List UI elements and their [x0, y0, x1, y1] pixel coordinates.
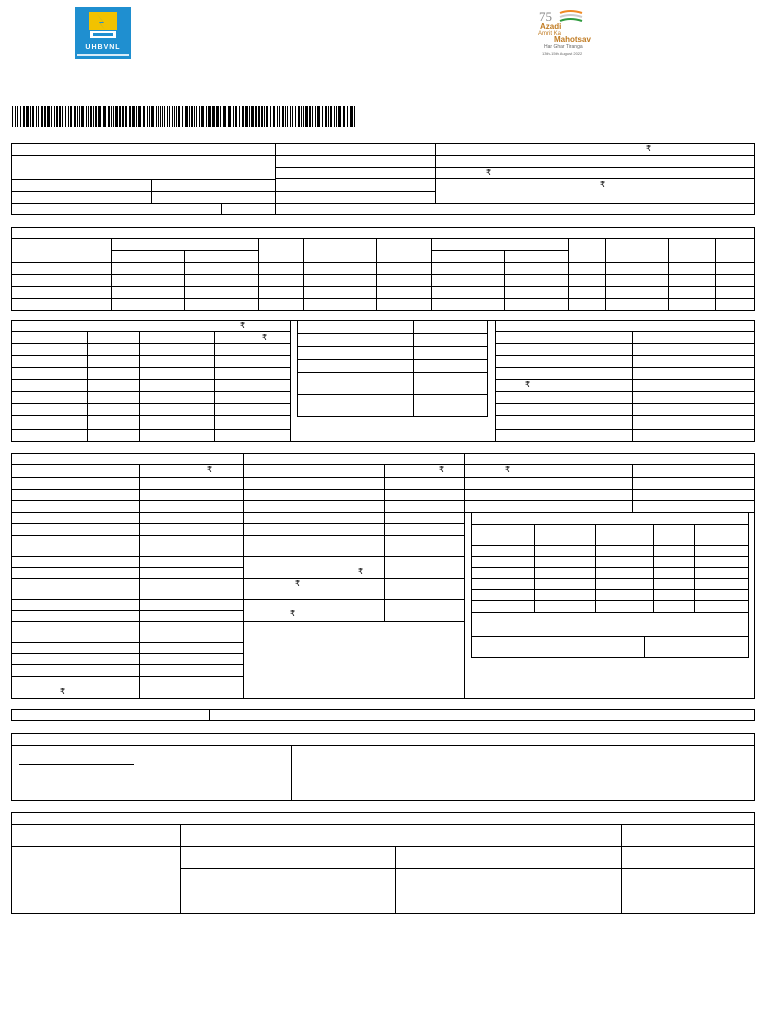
barcode-bar [88, 106, 89, 127]
rupee-symbol: ₹ [439, 465, 445, 474]
barcode-bar [245, 106, 248, 127]
barcode-bar [223, 106, 226, 127]
rupee-symbol: ₹ [207, 465, 213, 474]
barcode-bar [249, 106, 250, 127]
barcode-bar [44, 106, 46, 127]
barcode-bar [273, 106, 275, 127]
barcode-bar [12, 106, 13, 127]
barcode-bar [98, 106, 101, 127]
barcode-bar [347, 106, 348, 127]
barcode-bar [199, 106, 200, 127]
barcode-bar [182, 106, 183, 127]
barcode-bar [86, 106, 87, 127]
barcode-bar [156, 106, 157, 127]
barcode-bar [266, 106, 268, 127]
barcode-bar [216, 106, 219, 127]
barcode-bar [38, 106, 39, 127]
barcode-bar [162, 106, 163, 127]
barcode-bar [264, 106, 265, 127]
barcode-bar [160, 106, 161, 127]
barcode-bar [282, 106, 284, 127]
barcode-bar [208, 106, 211, 127]
barcode-bar [261, 106, 263, 127]
barcode-bar [354, 106, 355, 127]
barcode-bar [54, 106, 55, 127]
barcode-bar [151, 106, 154, 127]
barcode-bar [235, 106, 237, 127]
barcode-bar [258, 106, 260, 127]
barcode-bar [220, 106, 221, 127]
barcode-bar [194, 106, 195, 127]
barcode-bar [322, 106, 323, 127]
rupee-symbol: ₹ [262, 333, 268, 342]
barcode-bar [301, 106, 302, 127]
rupee-symbol: ₹ [60, 687, 66, 696]
barcode-bar [32, 106, 34, 127]
rupee-symbol: ₹ [240, 321, 246, 330]
barcode-bar [178, 106, 180, 127]
barcode-bar [334, 106, 335, 127]
barcode-bar [149, 106, 150, 127]
barcode-bar [239, 106, 240, 127]
rupee-symbol: ₹ [600, 180, 606, 189]
barcode-bar [15, 106, 16, 127]
rupee-symbol: ₹ [295, 579, 301, 588]
barcode-bar [147, 106, 148, 127]
barcode-bar [350, 106, 353, 127]
barcode-bar [228, 106, 231, 127]
barcode-bar [191, 106, 193, 127]
barcode-bar [290, 106, 291, 127]
barcode-bar [93, 106, 94, 127]
barcode-bar [30, 106, 31, 127]
barcode-bar [113, 106, 114, 127]
barcode-bar [115, 106, 118, 127]
barcode-bar [23, 106, 25, 127]
barcode-bar [196, 106, 197, 127]
barcode-bar [279, 106, 280, 127]
barcode-bar [305, 106, 308, 127]
barcode-bar [125, 106, 127, 127]
barcode-bar [138, 106, 141, 127]
barcode-bar [317, 106, 320, 127]
barcode-bar [285, 106, 286, 127]
barcode-bar [41, 106, 43, 127]
barcode-bar [59, 106, 61, 127]
barcode-bar [336, 106, 337, 127]
barcode-bar [136, 106, 137, 127]
barcode-bar [277, 106, 278, 127]
rupee-symbol: ₹ [646, 144, 652, 153]
barcode-bar [338, 106, 341, 127]
barcode-bar [164, 106, 165, 127]
barcode-bar [287, 106, 288, 127]
barcode-bar [298, 106, 300, 127]
barcode-bar [167, 106, 168, 127]
svg-text:75: 75 [539, 9, 552, 23]
barcode-bar [81, 106, 84, 127]
barcode-bar [206, 106, 207, 127]
rupee-symbol: ₹ [358, 567, 364, 576]
barcode-bar [108, 106, 110, 127]
azadi-line2: Amrit Ka [538, 31, 562, 37]
uhbvnl-logo-name: UHBVNL [85, 44, 121, 51]
barcode-bar [111, 106, 112, 127]
barcode-bar [201, 106, 204, 127]
barcode-bar [62, 106, 63, 127]
barcode-bar [119, 106, 121, 127]
barcode-bar [169, 106, 170, 127]
barcode-bar [251, 106, 254, 127]
barcode-bar [90, 106, 92, 127]
barcode-bar [56, 106, 58, 127]
barcode-bar [122, 106, 124, 127]
barcode-bar [185, 106, 188, 127]
barcode-bar [242, 106, 244, 127]
rupee-symbol: ₹ [525, 380, 531, 389]
barcode-bar [51, 106, 52, 127]
azadi-line3: Mahotsav [554, 35, 591, 44]
barcode-icon [12, 106, 357, 127]
barcode-bar [143, 106, 145, 127]
barcode-bar [325, 106, 327, 127]
barcode-bar [172, 106, 173, 127]
barcode-bar [95, 106, 97, 127]
barcode-bar [79, 106, 80, 127]
barcode-bar [174, 106, 175, 127]
barcode-bar [70, 106, 72, 127]
barcode-bar [17, 106, 18, 127]
barcode-bar [176, 106, 177, 127]
barcode-bar [315, 106, 316, 127]
rupee-symbol: ₹ [505, 465, 511, 474]
uhbvnl-logo-icon [87, 10, 119, 40]
barcode-bar [47, 106, 50, 127]
barcode-bar [309, 106, 311, 127]
barcode-bar [295, 106, 296, 127]
barcode-bar [132, 106, 135, 127]
barcode-bar [255, 106, 257, 127]
barcode-bar [343, 106, 345, 127]
azadi-line1: Azadi [540, 22, 562, 31]
azadi-line4: Har Ghar Tiranga [544, 44, 583, 50]
azadi-logo [534, 9, 596, 61]
barcode-bar [303, 106, 304, 127]
azadi-line5: 13th-15th August 2022 [542, 51, 583, 56]
barcode-bar [189, 106, 190, 127]
barcode-bar [212, 106, 215, 127]
uhbvnl-logo [75, 7, 131, 59]
barcode-bar [26, 106, 29, 127]
barcode-bar [20, 106, 21, 127]
barcode-bar [129, 106, 131, 127]
barcode-bar [328, 106, 329, 127]
barcode-bar [103, 106, 106, 127]
barcode-bar [233, 106, 234, 127]
barcode-bar [270, 106, 271, 127]
uhbvnl-logo-tagline [77, 54, 129, 56]
rupee-symbol: ₹ [290, 609, 296, 618]
barcode-bar [292, 106, 293, 127]
rupee-symbol: ₹ [486, 168, 492, 177]
barcode-bar [158, 106, 159, 127]
barcode-bar [312, 106, 313, 127]
azadi-ka-amrit-mahotsav-logo-icon [538, 9, 588, 23]
barcode-bar [65, 106, 66, 127]
barcode-bar [68, 106, 69, 127]
barcode-bar [77, 106, 78, 127]
barcode-bar [330, 106, 332, 127]
barcode-bar [36, 106, 37, 127]
barcode-bar [74, 106, 76, 127]
